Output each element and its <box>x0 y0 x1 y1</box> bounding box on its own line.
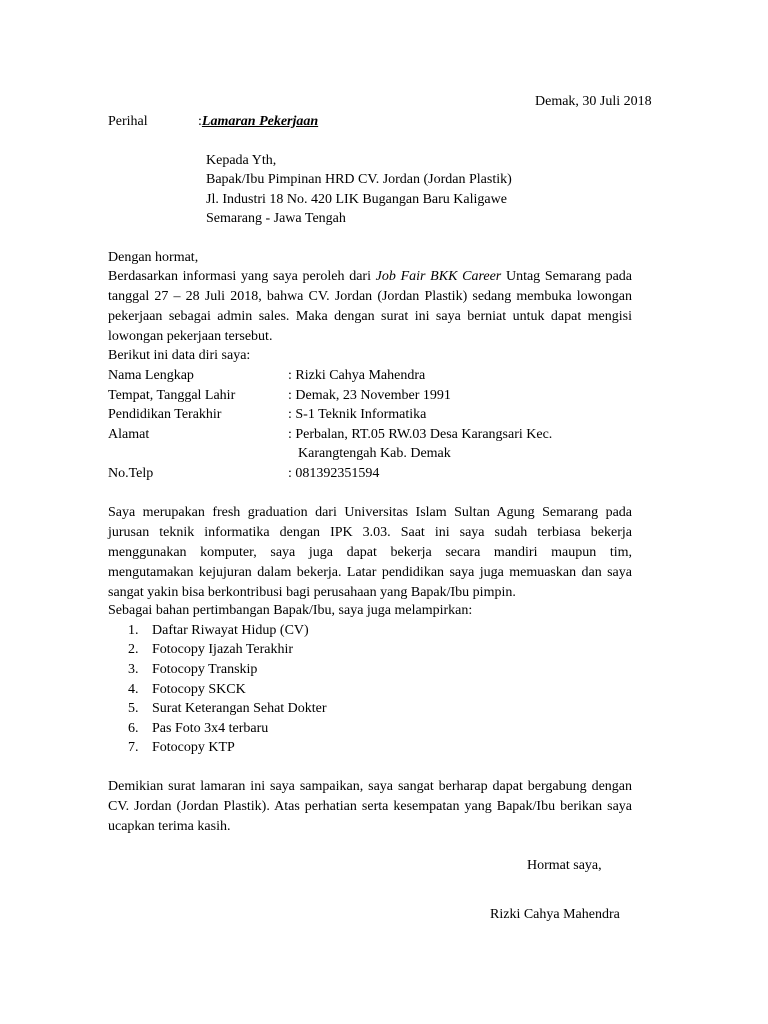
recipient-line: Semarang - Jawa Tengah <box>206 211 346 226</box>
personal-value: : 081392351594 <box>288 466 380 481</box>
intro-text: Untag Semarang pada <box>501 269 632 284</box>
attachment-text: Fotocopy KTP <box>152 740 235 755</box>
personal-value: : Demak, 23 November 1991 <box>288 388 451 403</box>
intro-line <box>108 267 632 287</box>
subject-separator: : <box>198 114 202 129</box>
personal-value: Karangtengah Kab. Demak <box>298 446 451 461</box>
body-line: sangat yakin bisa berkontribusi bagi perusahaan yang Bapak/Ibu pimpin. <box>108 585 516 600</box>
intro-line: pekerjaan sebagai admin sales. Maka dengan surat ini saya berniat untuk dapat mengisi <box>108 309 632 324</box>
personal-label: Alamat <box>108 427 150 442</box>
subject-label: Perihal <box>108 114 148 129</box>
personal-label: Nama Lengkap <box>108 368 194 383</box>
attachment-text: Fotocopy SKCK <box>152 682 246 697</box>
closing-line: ucapkan terima kasih. <box>108 819 231 834</box>
personal-value: : Rizki Cahya Mahendra <box>288 368 426 383</box>
subject-value: Lamaran Pekerjaan <box>201 114 319 129</box>
closing-line: Demikian surat lamaran ini saya sampaikan, saya sangat berharap dapat bergabung dengan <box>108 779 632 794</box>
attachment-item <box>128 621 309 641</box>
personal-value: : S-1 Teknik Informatika <box>288 407 427 422</box>
attachment-item <box>128 699 327 719</box>
closing-paragraph <box>108 777 632 837</box>
job-fair-name: Job Fair BKK Career <box>375 269 502 284</box>
body-line: Saya merupakan fresh graduation dari Universitas Islam Sultan Agung Semarang pada <box>108 505 632 520</box>
attachment-number: 1. <box>128 623 139 638</box>
data-intro: Berikut ini data diri saya: <box>108 348 251 363</box>
body-paragraph <box>108 503 632 603</box>
body-line: menggunakan komputer, saya juga dapat bekerja secara mandiri maupun tim, <box>108 545 632 560</box>
intro-line: tanggal 27 – 28 Juli 2018, bahwa CV. Jordan (Jordan Plastik) sedang membuka lowongan <box>108 289 632 304</box>
recipient-line: Kepada Yth, <box>206 153 277 168</box>
sign-off: Hormat saya, <box>527 858 602 873</box>
intro-paragraph <box>108 267 632 347</box>
closing-line: CV. Jordan (Jordan Plastik). Atas perhatian serta kesempatan yang Bapak/Ibu berikan saya <box>108 799 632 814</box>
attachment-number: 5. <box>128 701 139 716</box>
recipient-line: Jl. Industri 18 No. 420 LIK Bugangan Baru Kaligawe <box>206 192 507 207</box>
intro-line: lowongan pekerjaan tersebut. <box>108 329 273 344</box>
attachment-item <box>128 719 268 739</box>
attachment-number: 4. <box>128 682 139 697</box>
attachment-text: Surat Keterangan Sehat Dokter <box>152 701 327 716</box>
attachment-number: 2. <box>128 642 139 657</box>
attachment-text: Pas Foto 3x4 terbaru <box>152 721 269 736</box>
signer-name: Rizki Cahya Mahendra <box>490 907 620 922</box>
attachment-text: Daftar Riwayat Hidup (CV) <box>152 623 309 638</box>
attachment-item <box>128 680 246 700</box>
attach-intro: Sebagai bahan pertimbangan Bapak/Ibu, saya juga melampirkan: <box>108 603 473 618</box>
attachment-item <box>128 738 235 758</box>
attachment-item <box>128 660 257 680</box>
personal-label: Tempat, Tanggal Lahir <box>108 388 236 403</box>
subject-line <box>198 112 318 132</box>
letter-date: Demak, 30 Juli 2018 <box>535 94 652 109</box>
attachment-number: 6. <box>128 721 139 736</box>
attachment-number: 7. <box>128 740 139 755</box>
attachment-text: Fotocopy Transkip <box>152 662 258 677</box>
body-line: jurusan teknik informatika dengan IPK 3.03. Saat ini saya sudah terbiasa bekerja <box>108 525 632 540</box>
personal-label: No.Telp <box>108 466 154 481</box>
intro-text: Berdasarkan informasi yang saya peroleh dari <box>108 269 376 284</box>
recipient-line: Bapak/Ibu Pimpinan HRD CV. Jordan (Jordan Plastik) <box>206 172 512 187</box>
attachment-text: Fotocopy Ijazah Terakhir <box>152 642 294 657</box>
greeting: Dengan hormat, <box>108 250 199 265</box>
attachment-number: 3. <box>128 662 139 677</box>
personal-label: Pendidikan Terakhir <box>108 407 222 422</box>
body-line: mengutamakan kejujuran dalam bekerja. Latar pendidikan saya juga memuaskan dan saya <box>108 565 632 580</box>
personal-value: : Perbalan, RT.05 RW.03 Desa Karangsari Kec. <box>288 427 553 442</box>
attachment-item <box>128 640 293 660</box>
